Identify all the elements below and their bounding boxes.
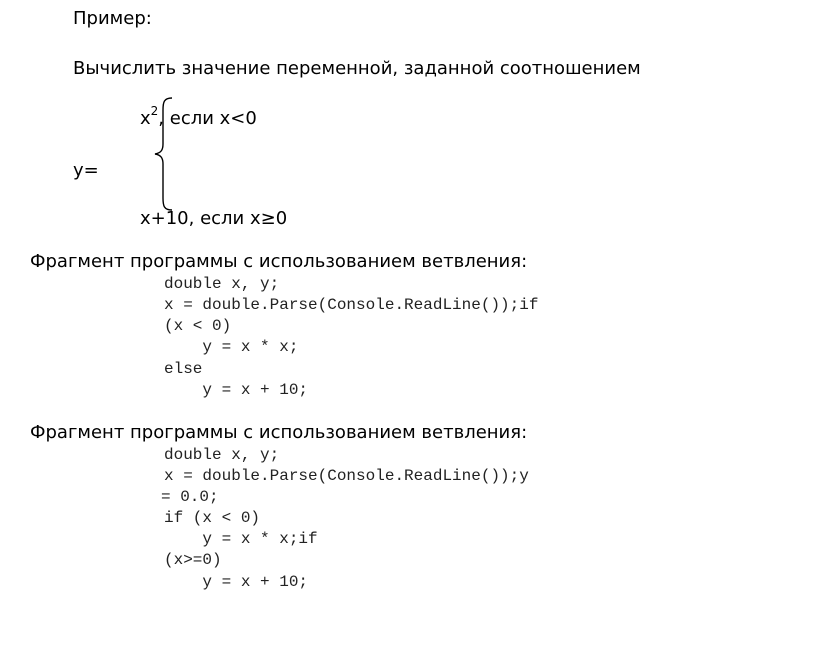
code-line: double x, y;: [164, 446, 280, 464]
task-text: Вычислить значение переменной, заданной соотношением: [73, 58, 641, 79]
code-line: double x, y;: [164, 275, 280, 293]
code-line: if (x < 0): [164, 509, 261, 527]
fragment1-heading: Фрагмент программы с использованием ветвления:: [30, 251, 528, 272]
case1-condition: , если x<0: [158, 108, 257, 129]
code-line: (x>=0): [164, 551, 222, 569]
code-line: y = x * x;if: [164, 530, 318, 548]
case1-base: x: [140, 108, 151, 129]
formula-case-2: x+10, если x≥0: [140, 208, 288, 229]
code-line: x = double.Parse(Console.ReadLine());if: [164, 296, 539, 314]
curly-brace-icon: [150, 96, 180, 212]
code-line: y = x + 10;: [164, 381, 309, 399]
code-line: x = double.Parse(Console.ReadLine());y: [164, 467, 529, 485]
code-line: y = x * x;: [164, 338, 299, 356]
fragment2-heading: Фрагмент программы с использованием ветвления:: [30, 422, 528, 443]
code-line: y = x + 10;: [164, 573, 309, 591]
case1-exponent: 2: [150, 104, 159, 118]
code-line: (x < 0): [164, 317, 232, 335]
code-line: = 0.0;: [161, 488, 219, 506]
formula-lhs: y=: [73, 160, 99, 181]
code-line: else: [164, 360, 203, 378]
example-label: Пример:: [73, 8, 152, 29]
